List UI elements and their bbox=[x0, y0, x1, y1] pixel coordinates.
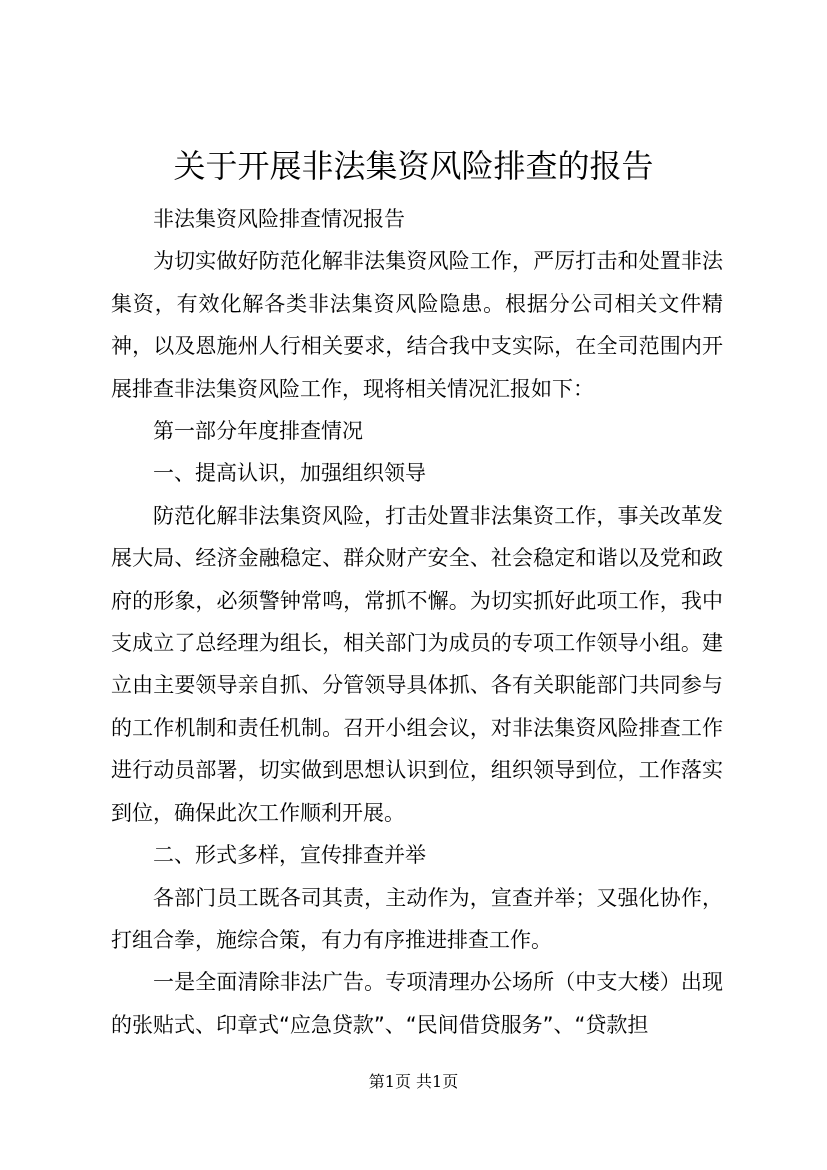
section-heading-one: 一、提高认识，加强组织领导 bbox=[153, 461, 426, 486]
page-footer: 第1页 共1页 bbox=[368, 1072, 459, 1091]
paragraph-cooperation: 各部门员工既各司其责，主动作为，宣查并举；又强化协作，打组合拳，施综合策，有力有序推进排查工作。 bbox=[111, 885, 723, 952]
paragraph-intro: 为切实做好防范化解非法集资风险工作，严厉打击和处置非法集资，有效化解各类非法集资风险隐患。根据分公司相关文件精神，以及恩施州人行相关要求，结合我中支实际，在全司范围内开展排查非法集资风险工作，现将相关情况汇报如下： bbox=[111, 249, 723, 401]
document-title: 关于开展非法集资风险排查的报告 bbox=[173, 147, 654, 185]
document-body bbox=[111, 198, 723, 1046]
section-heading-two: 二、形式多样，宣传排查并举 bbox=[153, 843, 426, 868]
section-heading-part-one: 第一部分年度排查情况 bbox=[153, 419, 363, 444]
paragraph-organization: 防范化解非法集资风险，打击处置非法集资工作，事关改革发展大局、经济金融稳定、群众财产安全、社会稳定和谐以及党和政府的形象，必须警钟常鸣，常抓不懈。为切实抓好此项工作，我中支成立了总经理为组长，相关部门为成员的专项工作领导小组。建立由主要领导亲自抓、分管领导具体抓、各有关职能部门共同参与的工作机制和责任机制。召开小组会议，对非法集资风险排查工作进行动员部署，切实做到思想认识到位，组织领导到位，工作落实到位，确保此次工作顺利开展。 bbox=[111, 503, 723, 825]
paragraph-clear-ads: 一是全面清除非法广告。专项清理办公场所（中支大楼）出现的张贴式、印章式“应急贷款”、“民间借贷服务”、“贷款担 bbox=[111, 970, 723, 1037]
paragraph-report-subtitle: 非法集资风险排查情况报告 bbox=[153, 207, 405, 231]
